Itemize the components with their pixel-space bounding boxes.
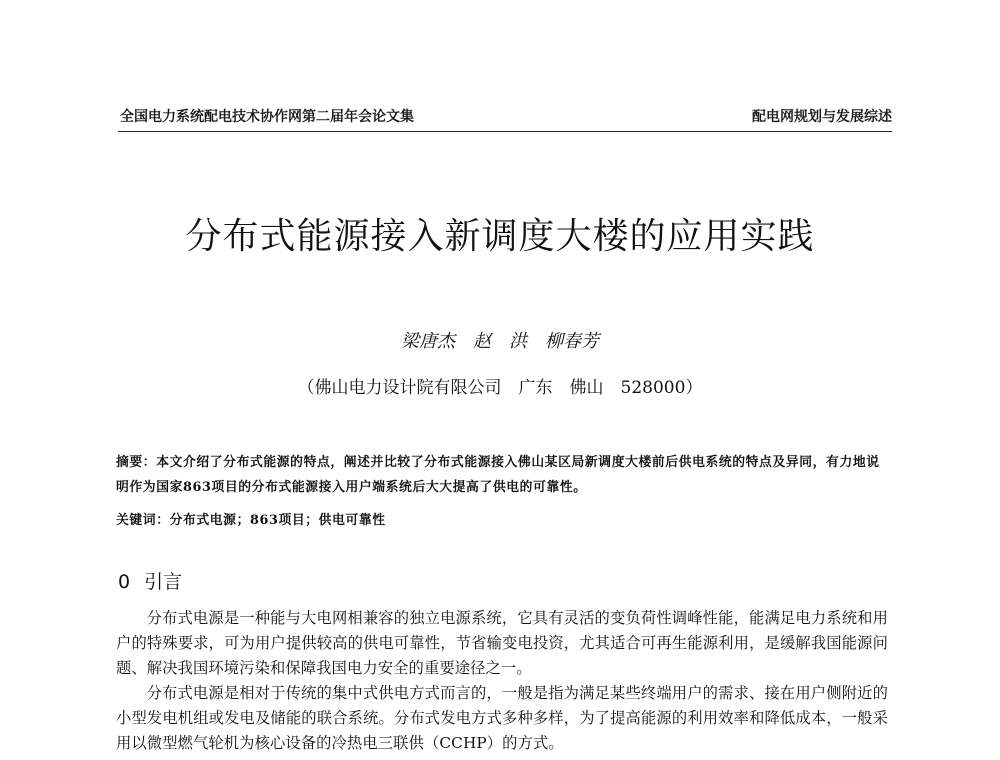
section-number: 0 <box>118 571 131 593</box>
body-paragraph: 分布式电源是一种能与大电网相兼容的独立电源系统，它具有灵活的变负荷性调峰性能，能满足电力系统和用户的特殊要求，可为用户提供较高的供电可靠性，节省输变电投资，尤其适合可再生能源利用，是缓解我国能源问题、解决我国环境污染和保障我国电力安全的重要途径之一。 <box>116 609 888 677</box>
body-paragraph: 分布式电源是相对于传统的集中式供电方式而言的，一般是指为满足某些终端用户的需求、接在用户侧附近的小型发电机组或发电及储能的联合系统。分布式发电方式多种多样，为了提高能源的利用效率和降低成本，一般采用以微型燃气轮机为核心设备的冷热电三联供（CCHP）的方式。 <box>116 684 888 752</box>
abstract <box>116 450 886 500</box>
keywords-label: 关键词： <box>116 513 170 528</box>
section-title: 引言 <box>144 571 183 593</box>
authors: 梁唐杰 赵 洪 柳春芳 <box>401 331 599 352</box>
running-header-right: 配电网规划与发展综述 <box>752 109 892 125</box>
header-rule <box>118 131 892 132</box>
keywords <box>116 509 886 528</box>
affiliation: （佛山电力设计院有限公司 广东 佛山 528000） <box>297 378 703 398</box>
body-text <box>116 606 888 756</box>
keywords-text: 分布式电源；863项目；供电可靠性 <box>169 513 386 528</box>
paper-title: 分布式能源接入新调度大楼的应用实践 <box>185 216 815 257</box>
abstract-label: 摘要： <box>116 455 157 470</box>
abstract-text: 本文介绍了分布式能源的特点，阐述并比较了分布式能源接入佛山某区局新调度大楼前后供电系统的特点及异同，有力地说明作为国家863项目的分布式能源接入用户端系统后大大提高了供电的可靠性。 <box>116 455 880 495</box>
running-header-left: 全国电力系统配电技术协作网第二届年会论文集 <box>120 109 414 125</box>
section-heading <box>118 567 182 594</box>
